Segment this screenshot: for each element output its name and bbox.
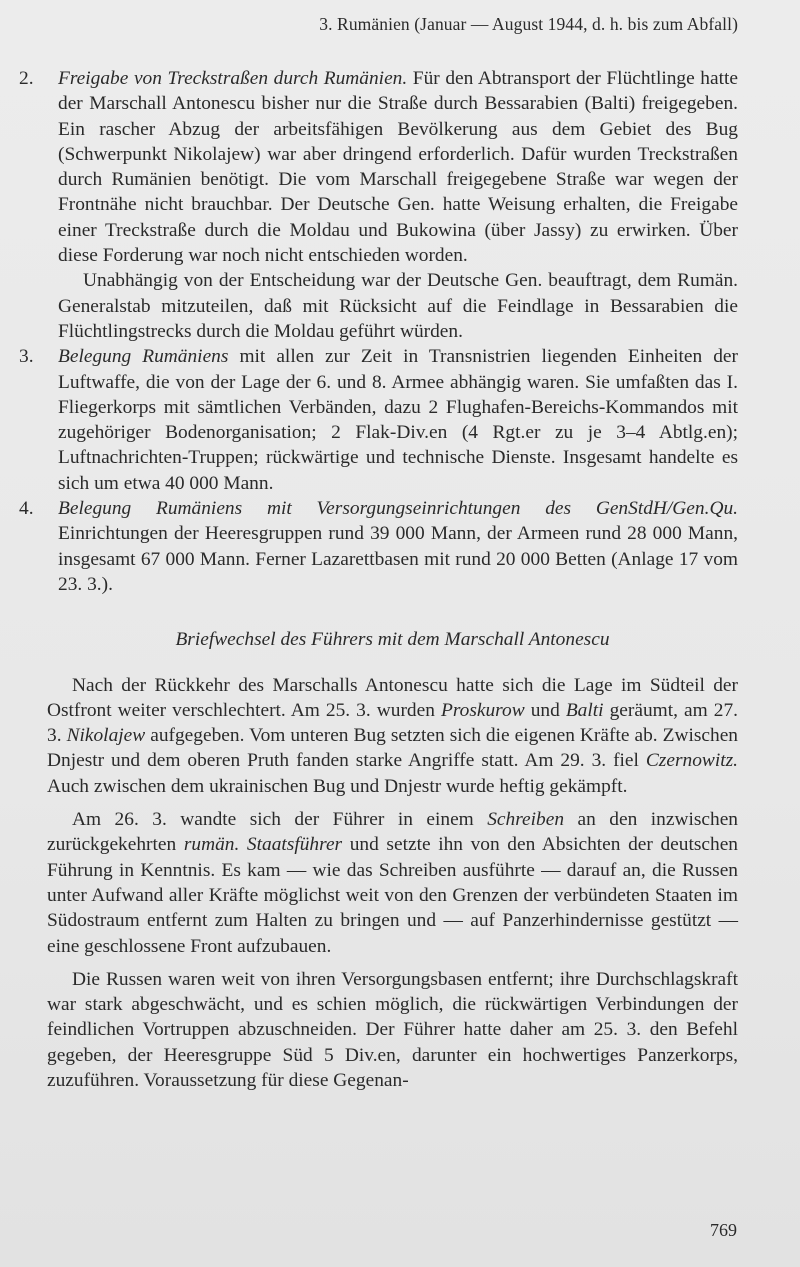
page-number: 769: [710, 1220, 737, 1240]
italic-term: Balti: [565, 699, 604, 721]
text-run: Am 26. 3. wandte sich der Führer in einem: [72, 809, 488, 831]
body-paragraph: [47, 807, 738, 959]
body-paragraph: [47, 673, 738, 799]
running-head: 3. Rumänien (Januar — August 1944, d. h. bis zum Abfall): [319, 14, 738, 34]
page-body: [19, 66, 738, 1093]
body-paragraph: [47, 967, 738, 1093]
italic-term: Proskurow: [440, 699, 525, 721]
item-number: 4.: [19, 498, 34, 520]
italic-term: Nikolajew: [66, 725, 146, 747]
item-text: Einrichtungen der Heeresgruppen rund 39 000 Mann, der Armeen rund 28 000 Mann, insgesamt 67 000 Mann. Ferner Lazarettbasen mit rund 20 000 Betten (Anlage 17 vom 23. 3.).: [58, 523, 738, 595]
text-run: aufgegeben. Vom unteren Bug setzten sich die eigenen Kräfte ab. Zwischen Dnjestr und dem oberen Pruth fanden starke Angriffe statt. Am 29. 3. fiel: [47, 725, 738, 772]
list-item-2: [19, 66, 738, 344]
paragraphs: [33, 673, 738, 1094]
italic-term: Czernowitz.: [645, 750, 738, 772]
item-title: Freigabe von Treckstraßen durch Rumänien.: [58, 68, 408, 89]
list-item-3: [19, 344, 738, 496]
italic-term: Schreiben: [487, 809, 565, 831]
list-item-4: [19, 496, 738, 597]
text-run: an den inzwischen zurückgekehrten: [47, 809, 738, 856]
text-run: geräumt, am 27. 3.: [47, 699, 738, 747]
item-title: Belegung Rumäniens mit Versorgungseinrichtungen des GenStdH/Gen.Qu.: [58, 498, 738, 520]
item-text: Für den Abtransport der Flüchtlinge hatte der Marschall Antonescu bisher nur die Straße durch Bessarabien (Balti) freigegeben. Ein rascher Abzug der arbeitsfähigen Bevölkerung aus dem Gebiet des Bug (Schwerpunkt Nikolajew) war aber dringend erforderlich. Dafür wurden Treckstraßen durch Rumänien benötigt. Die vom Marschall freigegebene Straße war wegen der Frontnähe nicht brauchbar. Der Deutsche Gen. hatte Weisung erhalten, die Freigabe einer Treckstraße durch die Moldau und Bukowina (über Jassy) zu erwirken. Über diese Forderung war noch nicht entschieden worden.: [58, 68, 738, 267]
text-run: und setzte ihn von den Absichten der deutschen Führung in Kenntnis. Es kam — wie das Schreiben ausführte — darauf an, die Russen unter Aufwand aller Kräfte möglichst weit von den Grenzen der verbündeten Staaten im Südostraum entfernt zum Halten zu bringen und — auf Panzerhindernisse gestützt — eine geschlossene Front aufzubauen.: [47, 834, 738, 957]
item-continuation: Unabhängig von der Entscheidung war der Deutsche Gen. beauftragt, dem Rumän. Generalstab mitzuteilen, daß mit Rücksicht auf die Feindlage in Bessarabien die Flüchtlingstrecks durch die Moldau geführt würden.: [58, 270, 738, 342]
item-number: 3.: [19, 346, 34, 368]
item-title: Belegung Rumäniens: [58, 346, 229, 368]
text-run: und: [524, 699, 566, 721]
item-text: mit allen zur Zeit in Transnistrien liegenden Einheiten der Luftwaffe, die von der Lage der 6. und 8. Armee abhängig waren. Sie umfaßten das I. Fliegerkorps mit sämtlichen Verbänden, dazu 2 Flughafen-Bereichs-Kommandos mit zugehöriger Bodenorganisation; 2 Flak-Div.en (4 Rgt.er zu je 3–4 Abtlg.en); Luftnachrichten-Truppen; rückwärtige und technische Dienste. Insgesamt handelte es sich um etwa 40 000 Mann.: [58, 346, 738, 494]
item-number: 2.: [19, 68, 34, 89]
section-heading: Briefwechsel des Führers mit dem Marschall Antonescu: [175, 629, 610, 651]
text-run: Die Russen waren weit von ihren Versorgungsbasen entfernt; ihre Durchschlagskraft war stark abgeschwächt, und es schien möglich, die rückwärtigen Verbindungen der feindlichen Vortruppen abzuschneiden. Der Führer hatte daher am 25. 3. den Befehl gegeben, der Heeresgruppe Süd 5 Div.en, darunter ein hochwertiges Panzerkorps, zuzuführen. Voraussetzung für diese Gegenan-: [47, 968, 738, 1091]
text-run: Nach der Rückkehr des Marschalls Antonescu hatte sich die Lage im Südteil der Ostfront weiter verschlechtert. Am 25. 3. wurden: [47, 674, 738, 721]
italic-term: rumän. Staatsführer: [183, 834, 343, 856]
text-run: Auch zwischen dem ukrainischen Bug und Dnjestr wurde heftig gekämpft.: [47, 775, 628, 797]
